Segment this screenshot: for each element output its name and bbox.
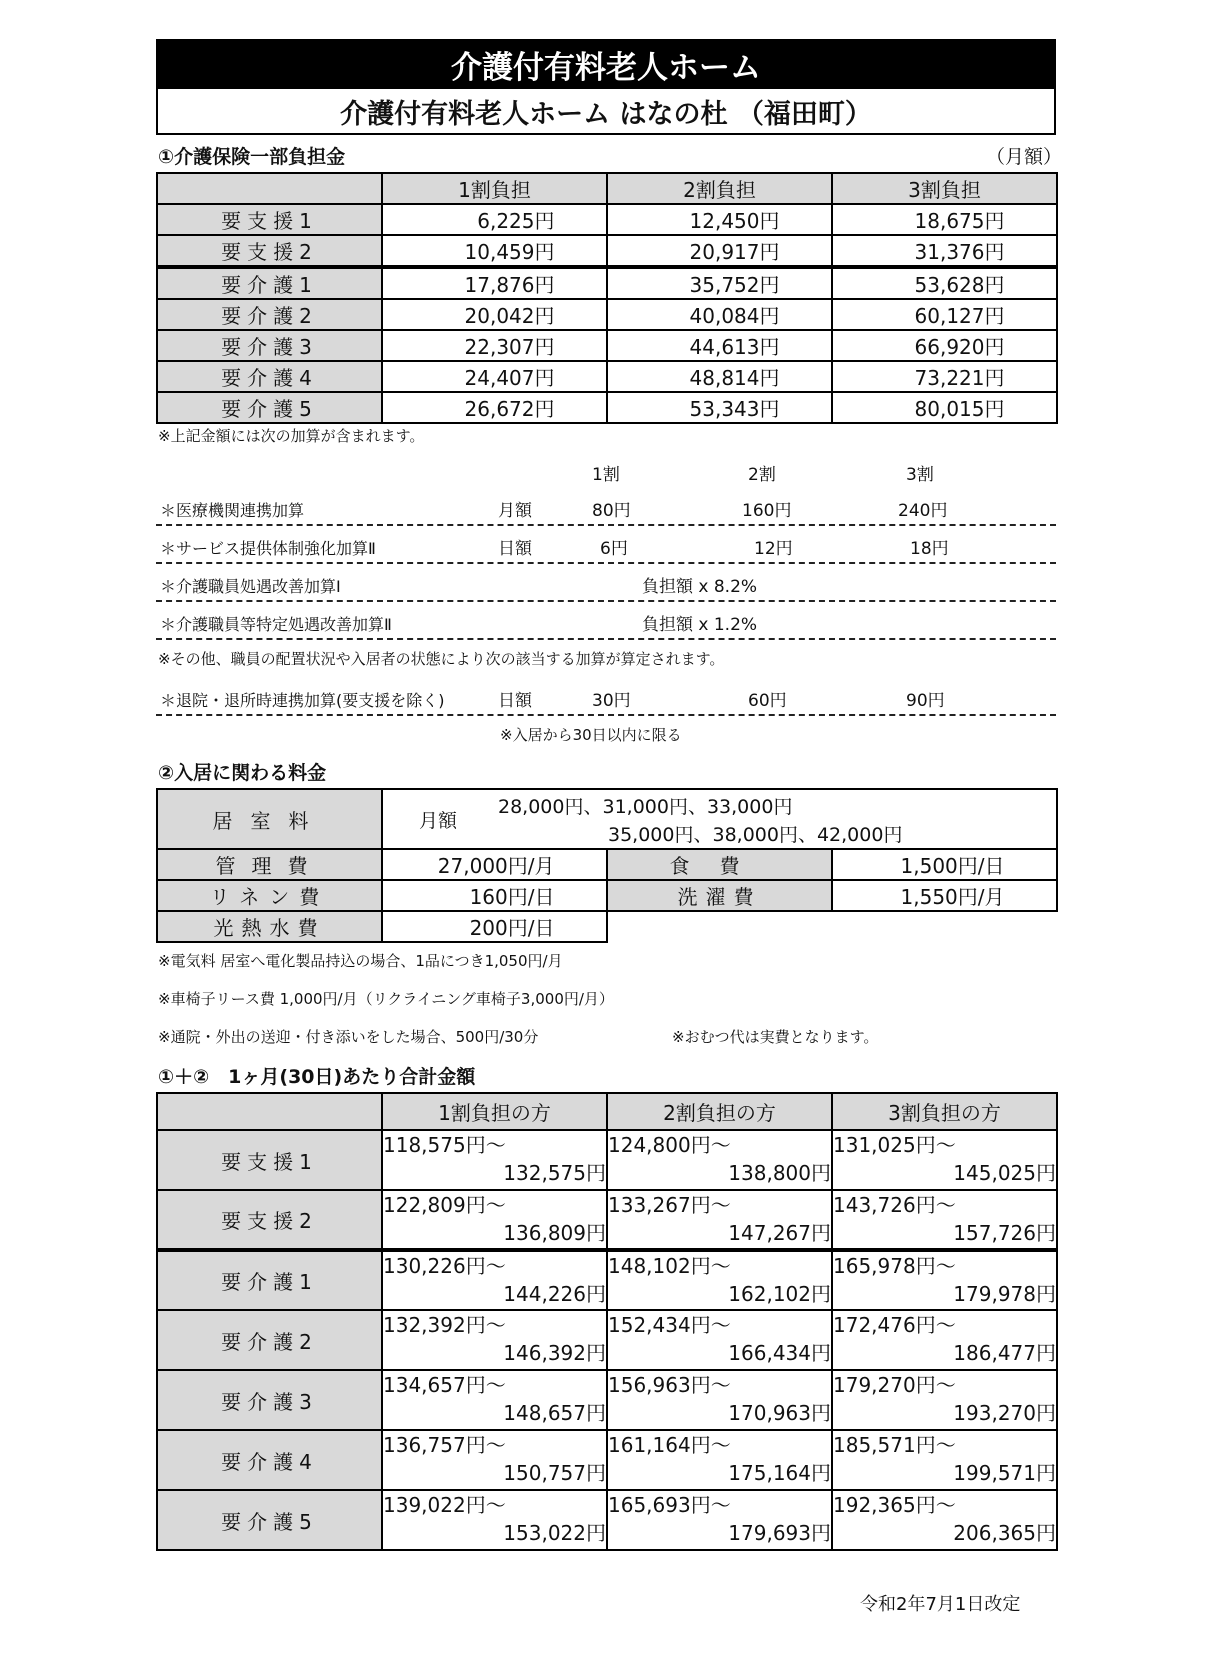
cell-value: 24,407円 (464, 366, 555, 390)
table-row (157, 299, 1057, 330)
range-min: 172,476円～ (833, 1313, 956, 1337)
range-max: 206,365円 (953, 1521, 1056, 1545)
range-min: 179,270円～ (833, 1373, 956, 1397)
row-label: 要介護2 (157, 299, 382, 330)
range-max: 150,757円 (503, 1461, 606, 1485)
addition-name: ＊介護職員等特定処遇改善加算Ⅱ (160, 615, 392, 634)
addition-value: 30円 (592, 691, 631, 711)
fee-note: ※通院・外出の送迎・付き添いをした場合、500円/30分 (158, 1028, 539, 1046)
table-row (157, 1430, 1057, 1490)
col-header-blank (157, 1093, 382, 1130)
dashed-divider (156, 638, 1056, 640)
cell-value: 22,307円 (464, 335, 555, 359)
room-label: 居室料 (157, 789, 382, 849)
range-min: 130,226円～ (383, 1254, 506, 1278)
range-max: 175,164円 (728, 1461, 831, 1485)
cell-value: 26,672円 (464, 397, 555, 421)
food-label: 食費 (607, 849, 832, 880)
range-min: 161,164円～ (608, 1433, 731, 1457)
additions-col: 2割 (748, 465, 776, 485)
range-max: 145,025円 (953, 1161, 1056, 1185)
additions-note2: ※その他、職員の配置状況や入居者の状態により次の該当する加算が算定されます。 (158, 650, 725, 668)
addition-formula: 負担額 x 1.2% (642, 615, 758, 635)
table-row (157, 1190, 1057, 1250)
revision-date: 令和2年7月1日改定 (860, 1594, 1021, 1615)
range-min: 165,978円～ (833, 1254, 956, 1278)
fees-table (156, 788, 1058, 943)
addition-name: ＊介護職員処遇改善加算Ⅰ (160, 577, 341, 596)
dashed-divider (156, 524, 1056, 526)
dashed-divider (156, 562, 1056, 564)
cell-value: 44,613円 (689, 335, 780, 359)
additions-col: 1割 (592, 465, 620, 485)
cell-value: 20,042円 (464, 304, 555, 328)
range-min: 132,392円～ (383, 1313, 506, 1337)
additions-note: ※上記金額には次の加算が含まれます。 (158, 427, 425, 445)
range-min: 122,809円～ (383, 1193, 506, 1217)
table-row (157, 392, 1057, 423)
cell-value: 31,376円 (914, 240, 1005, 264)
room-rates-line1: 28,000円、31,000円、33,000円 (498, 796, 793, 818)
table-row (157, 204, 1057, 235)
range-min: 148,102円～ (608, 1254, 731, 1278)
linen-value: 160円/日 (469, 885, 555, 909)
range-min: 143,726円～ (833, 1193, 956, 1217)
range-max: 136,809円 (503, 1221, 606, 1245)
cell-value: 48,814円 (689, 366, 780, 390)
row-label: 要支援1 (157, 204, 382, 235)
section1-title: ①介護保険一部負担金 (158, 146, 346, 168)
addition-value: 90円 (906, 691, 945, 711)
range-max: 199,571円 (953, 1461, 1056, 1485)
addition-value: 60円 (748, 691, 787, 711)
cell-value: 66,920円 (914, 335, 1005, 359)
section1-unit: （月額） (986, 146, 1063, 168)
table-row (157, 235, 1057, 267)
table-row (157, 361, 1057, 392)
facility-name: 介護付有料老人ホーム はなの杜 （福田町） (156, 89, 1056, 135)
table-row (157, 1370, 1057, 1430)
utility-label: 光熱水費 (157, 911, 382, 942)
table-row (157, 1490, 1057, 1550)
cell-value: 53,343円 (689, 397, 780, 421)
room-rates-line2: 35,000円、38,000円、42,000円 (608, 824, 903, 846)
addition-period: 月額 (498, 501, 532, 521)
range-max: 186,477円 (953, 1341, 1056, 1365)
room-period: 月額 (419, 810, 458, 832)
range-min: 156,963円～ (608, 1373, 731, 1397)
addition-period: 日額 (498, 691, 532, 711)
range-min: 131,025円～ (833, 1133, 956, 1157)
cell-value: 17,876円 (464, 273, 555, 297)
row-label: 要介護4 (157, 1430, 382, 1490)
range-max: 193,270円 (953, 1401, 1056, 1425)
table-row (157, 330, 1057, 361)
range-max: 157,726円 (953, 1221, 1056, 1245)
row-label: 要介護5 (157, 392, 382, 423)
col-header: 1割負担 (382, 173, 607, 204)
cell-value: 80,015円 (914, 397, 1005, 421)
col-header: 3割負担の方 (832, 1093, 1057, 1130)
laundry-value: 1,550円/月 (900, 885, 1005, 909)
page-title: 介護付有料老人ホーム (156, 39, 1056, 89)
row-label: 要介護3 (157, 1370, 382, 1430)
fee-note: ※おむつ代は実費となります。 (672, 1028, 879, 1046)
addition-value: 12円 (754, 539, 793, 559)
fee-note: ※電気料 居室へ電化製品持込の場合、1品につき1,050円/月 (158, 952, 563, 970)
row-label: 要介護2 (157, 1310, 382, 1370)
col-header: 1割負担の方 (382, 1093, 607, 1130)
range-min: 165,693円～ (608, 1493, 731, 1517)
row-label: 要介護3 (157, 330, 382, 361)
range-max: 179,693円 (728, 1521, 831, 1545)
col-header-blank (157, 173, 382, 204)
table-row (157, 1250, 1057, 1310)
laundry-label: 洗濯費 (607, 880, 832, 911)
range-min: 192,365円～ (833, 1493, 956, 1517)
addition-value: 80円 (592, 501, 631, 521)
row-label: 要介護1 (157, 1250, 382, 1310)
range-max: 146,392円 (503, 1341, 606, 1365)
addition-value: 18円 (910, 539, 949, 559)
addition-value: 6円 (600, 539, 628, 559)
row-label: 要介護1 (157, 267, 382, 299)
addition-value: 240円 (898, 501, 948, 521)
range-max: 179,978円 (953, 1282, 1056, 1306)
range-max: 147,267円 (728, 1221, 831, 1245)
col-header: 2割負担の方 (607, 1093, 832, 1130)
fee-note: ※車椅子リース費 1,000円/月（リクライニング車椅子3,000円/月） (158, 990, 614, 1008)
addition-value: 160円 (742, 501, 792, 521)
addition-name: ＊サービス提供体制強化加算Ⅱ (160, 539, 376, 558)
col-header: 3割負担 (832, 173, 1057, 204)
range-max: 153,022円 (503, 1521, 606, 1545)
cell-value: 20,917円 (689, 240, 780, 264)
addition-name: ＊医療機関連携加算 (160, 501, 305, 520)
col-header: 2割負担 (607, 173, 832, 204)
row-label: 要介護5 (157, 1490, 382, 1550)
insurance-table (156, 172, 1058, 424)
cell-value: 53,628円 (914, 273, 1005, 297)
cell-value: 12,450円 (689, 209, 780, 233)
range-max: 170,963円 (728, 1401, 831, 1425)
table-row (157, 1310, 1057, 1370)
range-max: 144,226円 (503, 1282, 606, 1306)
range-min: 118,575円～ (383, 1133, 506, 1157)
cell-value: 6,225円 (477, 209, 555, 233)
food-value: 1,500円/日 (900, 854, 1005, 878)
section3-title: ①＋② 1ヶ月(30日)あたり合計金額 (158, 1066, 476, 1088)
range-min: 185,571円～ (833, 1433, 956, 1457)
range-min: 139,022円～ (383, 1493, 506, 1517)
row-label: 要支援2 (157, 1190, 382, 1250)
mgmt-label: 管理費 (157, 849, 382, 880)
linen-label: リネン費 (157, 880, 382, 911)
dashed-divider (156, 600, 1056, 602)
range-max: 166,434円 (728, 1341, 831, 1365)
cell-value: 35,752円 (689, 273, 780, 297)
table-row (157, 1130, 1057, 1190)
cell-value: 10,459円 (464, 240, 555, 264)
cell-value: 73,221円 (914, 366, 1005, 390)
extra-note: ※入居から30日以内に限る (500, 726, 682, 744)
addition-period: 日額 (498, 539, 532, 559)
row-label: 要介護4 (157, 361, 382, 392)
row-label: 要支援2 (157, 235, 382, 267)
range-max: 162,102円 (728, 1282, 831, 1306)
range-min: 134,657円～ (383, 1373, 506, 1397)
cell-value: 60,127円 (914, 304, 1005, 328)
range-min: 124,800円～ (608, 1133, 731, 1157)
mgmt-value: 27,000円/月 (437, 854, 555, 878)
range-min: 136,757円～ (383, 1433, 506, 1457)
additions-col: 3割 (906, 465, 934, 485)
range-min: 152,434円～ (608, 1313, 731, 1337)
cell-value: 18,675円 (914, 209, 1005, 233)
range-min: 133,267円～ (608, 1193, 731, 1217)
range-max: 138,800円 (728, 1161, 831, 1185)
total-table (156, 1092, 1058, 1551)
table-row (157, 267, 1057, 299)
dashed-divider (156, 714, 1056, 716)
cell-value: 40,084円 (689, 304, 780, 328)
addition-name: ＊退院・退所時連携加算(要支援を除く) (160, 691, 445, 710)
addition-formula: 負担額 x 8.2% (642, 577, 758, 597)
utility-value: 200円/日 (469, 916, 555, 940)
range-max: 132,575円 (503, 1161, 606, 1185)
range-max: 148,657円 (503, 1401, 606, 1425)
section2-title: ②入居に関わる料金 (158, 762, 327, 784)
row-label: 要支援1 (157, 1130, 382, 1190)
